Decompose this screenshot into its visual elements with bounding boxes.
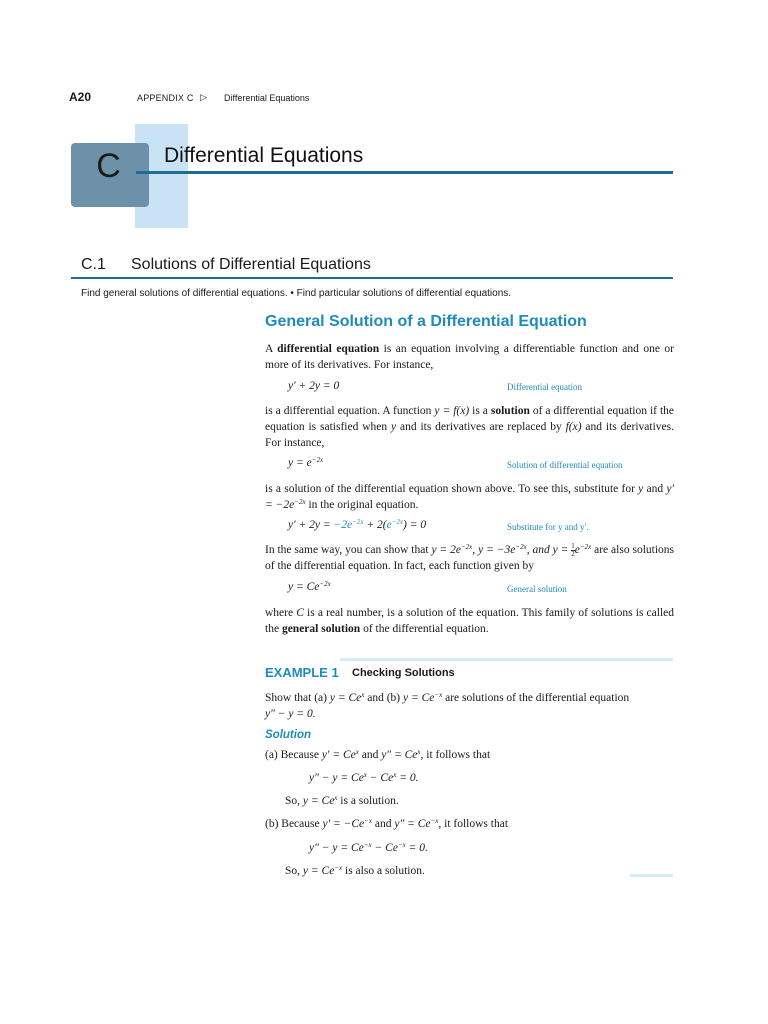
subsection-heading: General Solution of a Differential Equation — [265, 313, 587, 330]
example-statement: Show that (a) $y = Ce^x$ and (b) $y = Ce^{-x}$ are solutions of the differential equation y″ − y = 0. — [265, 691, 630, 720]
paragraph-substitution: is a solution of the differential equation shown above. To see this, substitute for y and $y' = -2e^{-2x}$ in the original equation. — [265, 483, 675, 511]
chapter-title: Differential Equations — [164, 144, 364, 167]
example-title: Checking Solutions — [352, 667, 455, 679]
equation-general-solution: $y = Ce^{-2x}$ — [288, 580, 331, 593]
breadcrumb-title: Differential Equations — [224, 93, 310, 103]
section-number: C.1 — [81, 256, 106, 273]
chapter-rule — [136, 171, 673, 174]
fraction-one-half: $\frac{1}{2}$ — [571, 542, 575, 558]
paragraph-definition: A differential equation is an equation involving a differentiable function and one or more of its derivatives. For instance, — [265, 343, 674, 371]
solution-part-a: (a) Because $y' = Ce^x$ and $y'' = Ce^x$, it follows that — [265, 748, 491, 761]
section-rule — [71, 277, 673, 279]
chapter-letter: C — [96, 147, 121, 185]
triangle-right-icon: ▷ — [200, 92, 207, 102]
solution-part-b-equation: $y'' - y = Ce^{-x} - Ce^{-x} = 0$. — [309, 841, 428, 854]
example-rule — [340, 658, 673, 661]
solution-label: Solution — [265, 729, 311, 741]
section-title: Solutions of Differential Equations — [131, 256, 371, 273]
margin-note: General solution — [507, 584, 567, 594]
equation-substitute: $y' + 2y = -2e^{-2x} + 2(e^{-2x}) = 0$ — [288, 518, 427, 531]
equation-solution: $y = e^{-2x}$ — [288, 456, 324, 469]
paragraph-other-solutions: In the same way, you can show that $y = 2e^{-2x}$, $y = -3e^{-2x}$, and y = $\frac{1}{2}$ $e^{-2x}$ are also solutions of the differential equation. In fact, each function given by — [265, 542, 675, 572]
solution-part-a-conclusion: So, $y = Ce^x$ is a solution. — [285, 794, 399, 807]
margin-note: Solution of differential equation — [507, 460, 623, 470]
solution-part-b-conclusion: So, $y = Ce^{-x}$ is also a solution. — [285, 864, 425, 877]
paragraph-solution: is a differential equation. A function y = f(x) is a solution of a differential equation if the equation is satisfied when y and its derivatives are replaced by f(x) and its derivatives. For instance, — [265, 405, 675, 449]
paragraph-general-solution: where C is a real number, is a solution of the equation. This family of solutions is called the general solution of the differential equation. — [265, 607, 675, 635]
solution-part-a-equation: $y'' - y = Ce^x - Ce^x = 0$. — [309, 771, 419, 784]
page-number: A20 — [69, 90, 92, 104]
example-label: EXAMPLE 1 — [265, 665, 339, 680]
equation-differential: y′ + 2y = 0 — [288, 380, 340, 392]
margin-note: Substitute for y and y′. — [507, 522, 589, 532]
solution-part-b: (b) Because $y' = -Ce^{-x}$ and $y'' = Ce^{-x}$, it follows that — [265, 817, 509, 830]
section-objectives: Find general solutions of differential equations. • Find particular solutions of differential equations. — [81, 288, 512, 299]
appendix-label: APPENDIX C — [137, 93, 194, 103]
example-end-rule — [630, 874, 673, 877]
margin-note: Differential equation — [507, 382, 583, 392]
